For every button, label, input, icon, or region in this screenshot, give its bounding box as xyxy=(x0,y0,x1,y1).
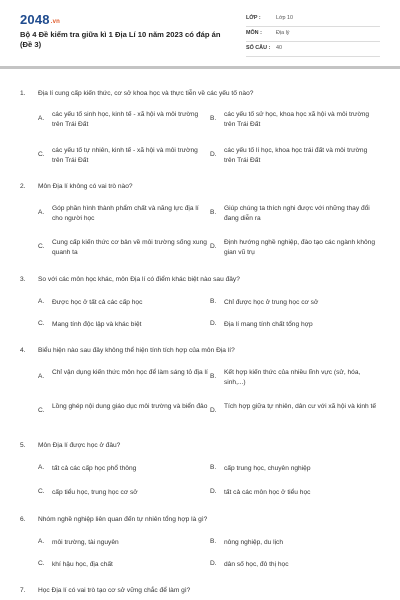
question-text: Học Địa lí có vai trò tạo cơ sở vững chắc để làm gì? xyxy=(38,587,191,594)
option-text: các yếu tố tự nhiên, kinh tế - xã hội và môi trường trên Trái Đất xyxy=(52,147,198,164)
option-text: khí hậu học, địa chất xyxy=(52,561,113,568)
option-text: Lồng ghép nội dung giáo dục môi trường và biển đảo xyxy=(52,403,208,410)
option-letter: B. xyxy=(210,209,217,216)
option-text: môi trường, tài nguyên xyxy=(52,539,119,546)
option-text: các yếu tố lí học, khoa học trái đất và môi trường trên Trái Đất xyxy=(224,147,368,164)
option-text: Chỉ vận dụng kiến thức môn học để làm sáng tỏ địa lí xyxy=(52,369,208,376)
option-text: các yếu tố sử học, khoa học xã hội và môi trường trên Trái Đất xyxy=(224,111,370,128)
option-letter: B. xyxy=(210,538,217,545)
option-text: cấp trung học, chuyên nghiệp xyxy=(224,465,311,472)
question-number: 5. xyxy=(20,442,26,449)
option-letter: A. xyxy=(38,298,45,305)
option-letter: C. xyxy=(38,320,45,327)
option-letter: D. xyxy=(210,320,217,327)
option-letter: C. xyxy=(38,243,45,250)
option-text: Kết hợp kiến thức của nhiều lĩnh vực (sử, hóa, sinh,...) xyxy=(224,369,361,386)
option-letter: A. xyxy=(38,464,45,471)
option-letter: A. xyxy=(38,209,45,216)
option-text: Mang tính độc lập và khác biệt xyxy=(52,321,142,328)
document-title: Bộ 4 Đề kiểm tra giữa kì 1 Địa Lí 10 năm 2023 có đáp án (Đề 3) xyxy=(20,30,221,49)
option-text: Chỉ được học ở trung học cơ sở xyxy=(224,299,319,306)
option-text: Được học ở tất cả các cấp học xyxy=(52,299,143,306)
meta-label: LỚP : xyxy=(246,15,261,21)
logo-main: 2048 xyxy=(20,12,50,27)
option-letter: D. xyxy=(210,407,217,414)
document-header xyxy=(20,8,380,64)
option-text: tất cả các môn học ở tiểu học xyxy=(224,489,311,496)
option-text: Góp phần hình thành phẩm chất và năng lực địa lí cho người học xyxy=(52,205,199,222)
meta-label: SỐ CÂU : xyxy=(246,45,271,51)
meta-value: Địa lý xyxy=(276,30,290,36)
question-text: Môn Địa lí được học ở đâu? xyxy=(38,442,121,449)
option-letter: A. xyxy=(38,115,45,122)
question-number: 7. xyxy=(20,587,26,594)
option-letter: B. xyxy=(210,464,217,471)
option-letter: D. xyxy=(210,243,217,250)
meta-value: 40 xyxy=(276,45,282,51)
option-letter: D. xyxy=(210,151,217,158)
option-letter: B. xyxy=(210,115,217,122)
option-text: các yếu tố sinh học, kinh tế - xã hội và môi trường trên Trái Đất xyxy=(52,111,199,128)
option-text: Cung cấp kiến thức cơ bản về môi trường sống xung quanh ta xyxy=(52,239,207,256)
option-letter: C. xyxy=(38,407,45,414)
question-text: Môn Địa lí không có vai trò nào? xyxy=(38,183,133,190)
meta-row-subject xyxy=(246,27,380,42)
site-logo[interactable] xyxy=(20,12,60,27)
option-letter: C. xyxy=(38,488,45,495)
question-number: 1. xyxy=(20,90,26,97)
option-letter: D. xyxy=(210,488,217,495)
option-letter: B. xyxy=(210,298,217,305)
option-text: Địa lí mang tính chất tổng hợp xyxy=(224,321,313,328)
question-number: 4. xyxy=(20,347,26,354)
question-text: Biểu hiện nào sau đây không thể hiện tính tích hợp của môn Địa lí? xyxy=(38,347,235,354)
meta-value: Lớp 10 xyxy=(276,15,294,21)
option-letter: B. xyxy=(210,373,217,380)
option-letter: C. xyxy=(38,151,45,158)
option-letter: D. xyxy=(210,560,217,567)
option-letter: A. xyxy=(38,538,45,545)
meta-row-count xyxy=(246,42,380,57)
question-number: 2. xyxy=(20,183,26,190)
meta-row-class xyxy=(246,12,380,27)
logo-tld: .vn xyxy=(50,19,61,25)
question-text: So với các môn học khác, môn Địa lí có điểm khác biệt nào sau đây? xyxy=(38,276,240,283)
option-text: Tích hợp giữa tự nhiên, dân cư với xã hội và kinh tế xyxy=(224,403,377,410)
option-text: tất cả các cấp học phổ thông xyxy=(52,465,137,472)
option-text: Định hướng nghề nghiệp, đào tạo các ngành không gian vũ trụ xyxy=(224,239,375,256)
question-text: Địa lí cung cấp kiến thức, cơ sở khoa học và thực tiễn về các yếu tố nào? xyxy=(38,90,254,97)
header-divider xyxy=(0,66,400,69)
option-text: Giúp chúng ta thích nghi được với những thay đổi đang diễn ra xyxy=(224,205,370,222)
meta-label: MÔN : xyxy=(246,30,262,36)
question-text: Nhóm nghề nghiệp liên quan đến tự nhiên tổng hợp là gì? xyxy=(38,516,208,523)
meta-box xyxy=(246,12,380,57)
option-text: nông nghiệp, du lịch xyxy=(224,539,284,546)
option-letter: A. xyxy=(38,373,45,380)
question-number: 3. xyxy=(20,276,26,283)
question-number: 6. xyxy=(20,516,26,523)
option-text: dân số học, đô thị học xyxy=(224,561,289,568)
option-text: cấp tiểu học, trung học cơ sở xyxy=(52,489,138,496)
option-letter: C. xyxy=(38,560,45,567)
